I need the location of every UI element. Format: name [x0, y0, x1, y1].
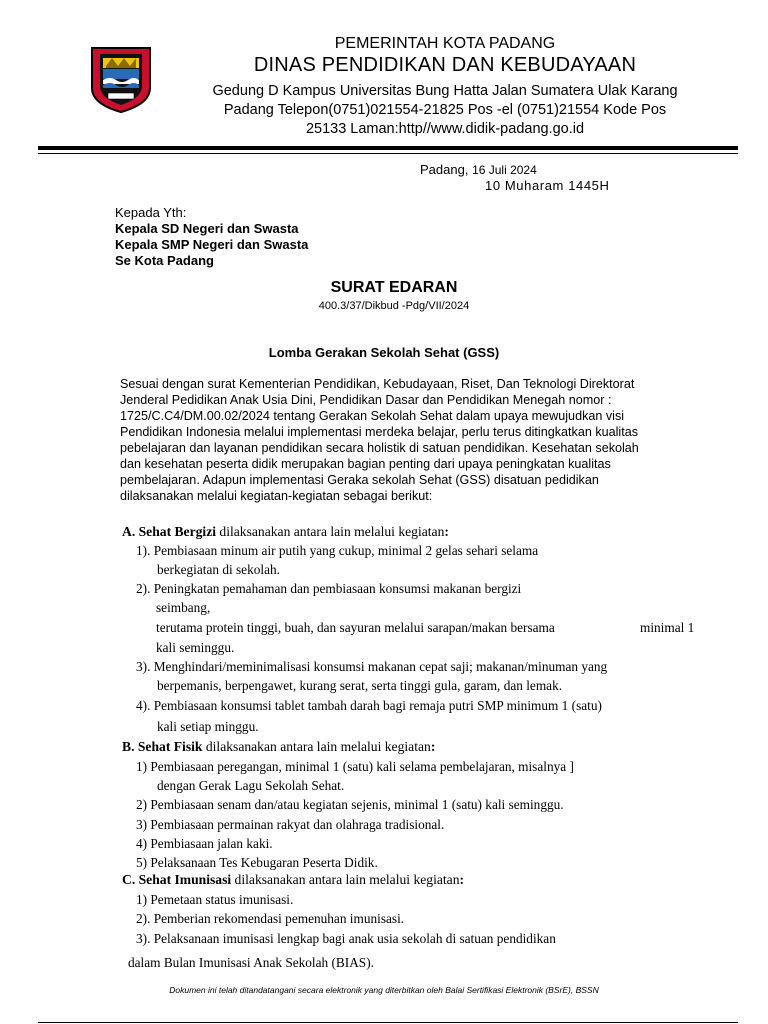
list-item: kali setiap minggu.: [157, 719, 259, 734]
recipient-item: Kepala SMP Negeri dan Swasta: [115, 237, 309, 252]
list-item: minimal 1: [640, 620, 695, 635]
section-a-title: A. Sehat Bergizi: [122, 524, 217, 539]
list-item: dengan Gerak Lagu Sekolah Sehat.: [157, 778, 345, 793]
recipient-item: Kepala SD Negeri dan Swasta: [115, 221, 299, 236]
list-item: 3). Menghindari/meminimalisasi konsumsi makanan cepat saji; makanan/minuman yang: [136, 659, 608, 674]
section-a-desc: dilaksanakan antara lain melalui kegiatan: [216, 524, 445, 539]
address-line-1: Gedung D Kampus Universitas Bung Hatta Jalan Sumatera Ulak Karang: [212, 83, 678, 99]
list-item: 4) Pembiasaan jalan kaki.: [136, 836, 273, 851]
section-c-colon: :: [459, 872, 465, 887]
letterhead-agency: DINAS PENDIDIKAN DAN KEBUDAYAAN: [253, 54, 637, 76]
recipient-block: [115, 205, 308, 269]
document-title: SURAT EDARAN: [330, 279, 458, 296]
intro-line: pebelajaran dan layanan pendidikan secara holistik di satuan pendidikan. Kesehatan sekolah: [120, 441, 639, 455]
document-number: 400.3/37/Dikbud -Pdg/VII/2024: [318, 300, 470, 312]
section-c-title: C. Sehat Imunisasi: [122, 872, 232, 887]
recipient-intro: Kepada Yth:: [115, 205, 187, 220]
list-item: 1) Pembiasaan peregangan, minimal 1 (satu) kali selama pembelajaran, misalnya ]: [136, 759, 574, 774]
list-item: dalam Bulan Imunisasi Anak Sekolah (BIAS).: [128, 955, 374, 970]
intro-line: dilaksanakan melalui kegiatan-kegiatan sebagai berikut:: [120, 489, 433, 503]
letterhead-government: PEMERINTAH KOTA PADANG: [334, 35, 556, 52]
letterhead-rule-thin: [38, 153, 738, 154]
letterhead-rule-thick: [38, 146, 738, 150]
section-c-heading: [122, 872, 464, 888]
section-b-colon: :: [430, 739, 436, 754]
list-item: 3) Pembiasaan permainan rakyat dan olahraga tradisional.: [136, 817, 445, 832]
intro-line: 1725/C.C4/DM.00.02/2024 tentang Gerakan Sekolah Sehat dalam upaya mewujudkan visi: [120, 409, 625, 423]
list-item: berkegiatan di sekolah.: [157, 562, 280, 577]
city-crest-icon: [88, 44, 154, 114]
section-b-heading: [122, 739, 435, 755]
intro-line: dan kesehatan peserta didik merupakan bagian penting dari upaya peningkatan kualitas: [120, 457, 611, 471]
list-item: terutama protein tinggi, buah, dan sayuran melalui sarapan/makan bersama: [156, 620, 555, 635]
list-item: 2) Pembiasaan senam dan/atau kegiatan sejenis, minimal 1 (satu) kali seminggu.: [136, 797, 564, 812]
intro-line: pembelajaran. Adapun implementasi Geraka sekolah Sehat (GSS) disatuan pedidikan: [120, 473, 599, 487]
intro-line: Pendidikan Indonesia melalui implementasi merdeka belajar, perlu terus ditingkatkan kualitas: [120, 425, 639, 439]
list-item: 2). Pemberian rekomendasi pemenuhan imunisasi.: [136, 911, 405, 926]
intro-line: Jenderal Pedidikan Anak Usia Dini, Pendidikan Dasar dan Pendidikan Menegah nomor :: [120, 393, 612, 407]
footer-rule: [38, 1022, 738, 1023]
list-item: kali seminggu.: [156, 640, 235, 655]
intro-paragraph: [120, 376, 703, 504]
list-item: 3). Pelaksanaan imunisasi lengkap bagi anak usia sekolah di satuan pendidikan: [136, 931, 556, 946]
recipient-item: Se Kota Padang: [115, 253, 214, 268]
document-subject: Lomba Gerakan Sekolah Sehat (GSS): [268, 345, 500, 360]
letter-date: [420, 162, 537, 177]
section-b-desc: dilaksanakan antara lain melalui kegiatan: [202, 739, 431, 754]
letterhead-address: [160, 82, 730, 139]
section-a-heading: [122, 524, 449, 540]
list-item: 1). Pembiasaan minum air putih yang cukup, minimal 2 gelas sehari selama: [136, 543, 539, 558]
intro-line: Sesuai dengan surat Kementerian Pendidikan, Kebudayaan, Riset, Dan Teknologi Direktorat: [120, 377, 635, 391]
list-item: 5) Pelaksanaan Tes Kebugaran Peserta Didik.: [136, 855, 378, 870]
section-c-desc: dilaksanakan antara lain melalui kegiatan: [231, 872, 460, 887]
section-a-colon: :: [444, 524, 449, 539]
list-item: berpemanis, berpengawet, kurang serat, serta tinggi gula, garam, dan lemak.: [157, 678, 563, 693]
list-item: 2). Peningkatan pemahaman dan pembiasaan konsumsi makanan bergizi: [136, 581, 522, 596]
list-item: 4). Pembiasaan konsumsi tablet tambah darah bagi remaja putri SMP minimum 1 (satu): [136, 698, 602, 713]
date-gregorian: 16 Juli 2024: [472, 163, 537, 177]
section-b-title: B. Sehat Fisik: [122, 739, 203, 754]
list-item: seimbang,: [156, 600, 211, 615]
e-signature-note: Dokumen ini telah ditandatangani secara elektronik yang diterbitkan oleh Balai Sertifikasi Elektronik (BSrE), BSSN: [169, 985, 599, 995]
address-line-3: 25133 Laman:http//www.didik-padang.go.id: [305, 121, 585, 137]
list-item: 1) Pemetaan status imunisasi.: [136, 892, 294, 907]
date-place: Padang,: [420, 162, 469, 177]
date-hijri: 10 Muharam 1445H: [485, 178, 610, 193]
address-line-2: Padang Telepon(0751)021554-21825 Pos -el (0751)21554 Kode Pos: [223, 102, 667, 118]
